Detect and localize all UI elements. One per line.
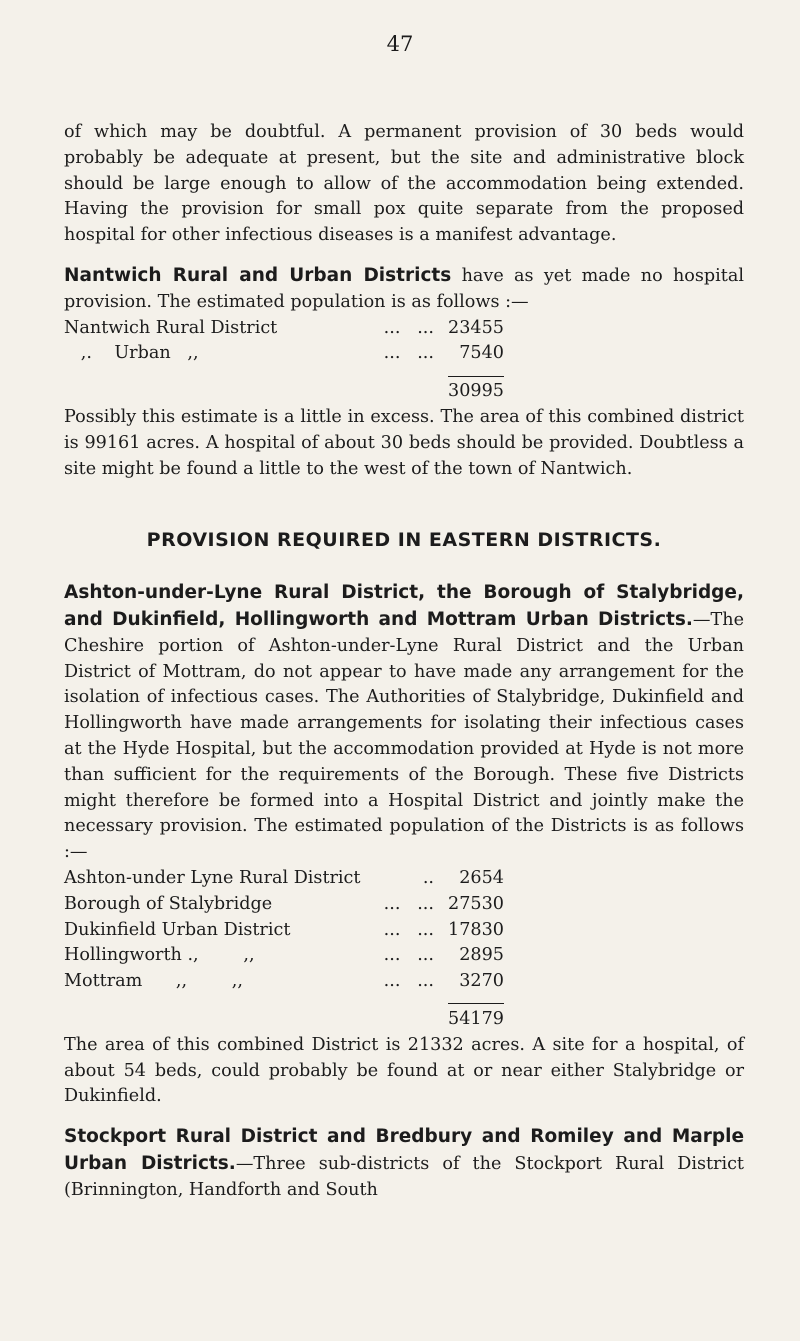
table-row: [64, 943, 504, 969]
table-row: [64, 341, 504, 367]
nantwich-intro: have as yet made no hospital provision. The estimated population is as follows :—: [64, 265, 744, 312]
opening-paragraph: of which may be doubtful. A permanent provision of 30 beds would probably be adequate at present, but the site and administrative block should be large enough to allow of the accommodation being extended. Having the provision for small pox quite separate from the proposed hospital for other infectious diseases is a manifest advantage.: [64, 122, 744, 246]
ashton-paragraph: [64, 580, 744, 866]
section-heading: PROVISION REQUIRED IN EASTERN DISTRICTS.: [146, 529, 662, 552]
district-name: Nantwich Rural District: [64, 317, 278, 338]
population-value: 27530: [448, 893, 504, 914]
stockport-body: —Three sub-districts of the Stockport Rural District (Brinnington, Handforth and South: [64, 1153, 745, 1200]
table-row: [64, 866, 504, 892]
total-rule-row: [64, 995, 504, 1007]
ashton-body: —The Cheshire portion of Ashton-under-Lyne Rural District and the Urban District of Mottram, do not appear to have made any arrangement for the isolation of infectious cases. The Authorities of Stalybridge, Dukinfield and Hollingworth have made arrangements for isolating their infectious cases at the Hyde Hospital, but the accommodation provided at Hyde is not more than sufficient for the requirements of the Borough. These five Districts might therefore be formed into a Hospital District and jointly make the necessary provision. The estimated population of the Districts is as follows :—: [64, 609, 744, 863]
population-value: 7540: [459, 343, 504, 364]
population-value: 17830: [448, 919, 504, 940]
district-name: Hollingworth ., ,,: [64, 945, 255, 966]
page-body: [64, 120, 744, 1203]
district-name: Borough of Stalybridge: [64, 893, 273, 914]
district-name: Dukinfield Urban District: [64, 919, 291, 940]
table-row: [64, 892, 504, 918]
nantwich-conclusion: Possibly this estimate is a little in excess. The area of this combined district is 99161 acres. A hospital of about 30 beds should be provided. Doubtless a site might be found a little to the west of the town of Nantwich.: [64, 406, 744, 479]
total-rule: [448, 1003, 504, 1004]
table-row: [64, 969, 504, 995]
ashton-heading: Ashton-under-Lyne Rural District, the Borough of Stalybridge, and Dukinfield, Hollingworth and Mottram Urban Districts.: [64, 582, 744, 630]
nantwich-heading: Nantwich Rural and Urban Districts: [64, 264, 452, 286]
population-value: 2895: [459, 945, 504, 966]
population-value: 3270: [459, 971, 504, 992]
leader-dots: ... ...: [383, 919, 434, 940]
population-total: 30995: [448, 381, 504, 402]
total-rule: [448, 376, 504, 377]
total-rule-row: [64, 367, 504, 379]
nantwich-population-table: [64, 316, 504, 405]
district-name: Ashton-under Lyne Rural District: [64, 867, 361, 888]
table-row: [64, 316, 504, 342]
population-value: 23455: [448, 317, 504, 338]
leader-dots: ... ...: [383, 971, 434, 992]
population-value: 2654: [459, 867, 504, 888]
table-row: [64, 918, 504, 944]
leader-dots: ... ...: [383, 945, 434, 966]
district-name: ,. Urban ,,: [64, 343, 199, 364]
total-row: [64, 1007, 504, 1033]
nantwich-paragraph: [64, 263, 744, 316]
total-row: [64, 379, 504, 405]
stockport-paragraph: [64, 1124, 744, 1203]
district-name: Mottram ,, ,,: [64, 971, 243, 992]
eastern-population-table: [64, 866, 504, 1033]
leader-dots: ... ...: [383, 343, 434, 364]
ashton-conclusion: The area of this combined District is 21332 acres. A site for a hospital, of about 54 beds, could probably be found at or near either Stalybridge or Dukinfield.: [64, 1034, 744, 1107]
stockport-heading: Stockport Rural District and Bredbury and Romiley and Marple Urban Districts.: [64, 1126, 744, 1174]
leader-dots: ... ...: [383, 317, 434, 338]
population-total: 54179: [448, 1008, 504, 1029]
leader-dots: ..: [422, 867, 434, 888]
leader-dots: ... ...: [383, 893, 434, 914]
page-number: 47: [386, 32, 414, 56]
